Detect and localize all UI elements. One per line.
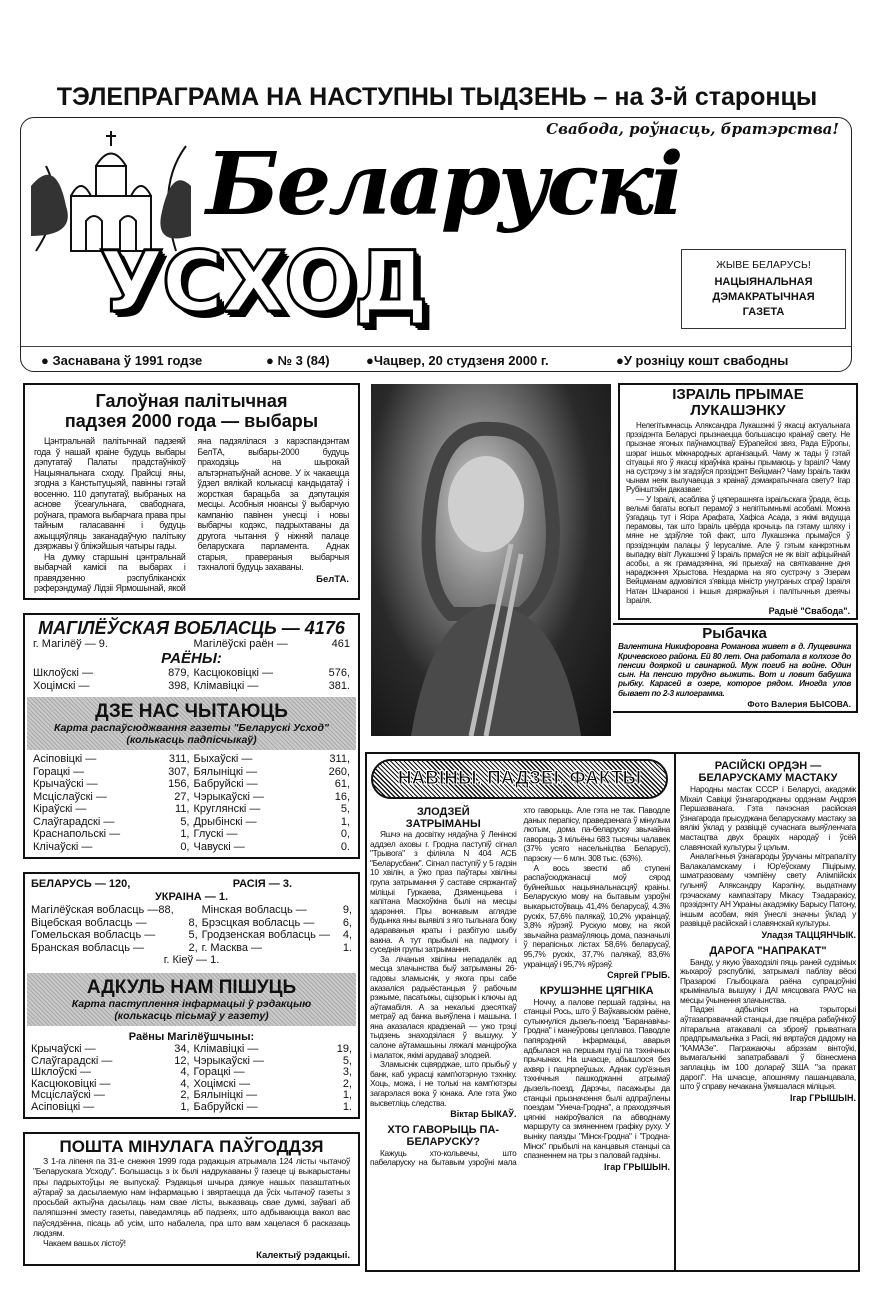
right-top-column [613,383,858,713]
place-label: Брэсцкая вобласць — [201,916,315,929]
news-section-title [371,759,668,799]
paragraph: Чакаем вашых лістоў! [43,1238,126,1249]
count-value: 5, [188,929,198,941]
count-value: 2, [180,1089,190,1101]
paragraph: — У Ізраілі, асабліва ў цяперашняга ізраільскага ўрада, ёсць вельмі багаты вопыт перамоў з нелігітымнымі асобамі. Можна ўзгадаць тут і Ясіра Арафата, Хафіса Асада, з якімі вядуцца перамовы, так што Ізраіль цвёрда крочыць па гэтаму шляху і мяне не здзіўляе той факт, што Лукашэнка прымаўся ў прэзідэнцкім палацы ў Іерусаліме. Але ў гэтым канкрэтным выпадку візіт Лукашэнкі ў Ізраіль прмаўся не як візіт афіцыйнай асобы, а як грамадзяніна, які прыехаў на святкаванне дня нараджэння Хрыстова. Нездарма на яго сустрэчу з Эзерам Вейцманам адмовіліся з'явіцца міністр унутраных спраў Ізраіля Натан Шчаранскі і іншыя дзяржаўныя і палітычныя дзеячы Ізраіля. [626,494,850,605]
count-value: 34, [174,1043,190,1055]
letters-banner [27,973,356,1026]
place-label: Віцебская вобласць — [31,916,147,929]
letters-districts-title: Раёны Магілёўшчыны: [128,1031,255,1043]
count-value: 398, [168,679,190,692]
place-label: Касцюковіцкі — [193,667,274,679]
districts-subtitle: РАЁНЫ: [161,650,222,667]
badge-main: НАЦЫЯНАЛЬНАЯ ДЭМАКРАТЫЧНАЯ ГАЗЕТА [712,276,815,318]
paragraph: Ноччу, а палове першай гадзіны, на станцыі Рось, што ў Ваўкавыскім раёне, сутыкнуліся дызель-поезд "Баранавічы-Гродна" і манеўровы цеплавоз. Паводле папярэдняй інфармацыі, аварыя адбылася на першым пуці па тэхнічных прычынах. На шчасце, абышлося без ахвяр і пацярпеўшых. Аднак сур'ёзныя тэхнічныя пашкоджанні атрымаў дызель-поезд. Дарэчы, пасажыры да станцыі прызначэння былі адпраўлены поездам "Унеча-Гродна", а праходзячыя цягнікі накіроўваліся па абводнаму маршруту са змяненнем графіку руху. У выніку паязды "Мінск-Гродна" і "Гродна-Мінск" прыбылі на канцавыя станцыі са спазненнем на тры з паловай гадзіны. [523,996,670,1161]
letters-table [31,904,352,954]
count-value: 0. [340,840,350,853]
count-value: 12, [174,1054,190,1067]
news-columns [370,806,670,1172]
article-title: КРУШЭННЕ ЦЯГНІКА [539,984,654,997]
place-label: Бабруйскі — [193,778,258,790]
place-label: Слаўгарадскі — [31,1054,113,1067]
article-title: РАСІЙСКІ ОРДЭН — БЕЛАРУСКАМУ МАСТАКУ [698,760,838,784]
count-value: 2, [342,1077,352,1090]
count-value: 156, [168,778,190,790]
paragraph: Аналагічныя ўзнагароды ўручаны мітрапаліту Валакаламскаму і Юр'еўскаму Піцірыму, шматразоваму чэмпіёну свету Алімпійскіх гульняў Аляксандру Карэліну, выдатнаму грэчаскаму кампазітару Мікасу Тэадаракісу, прэзідэнту АН Украіны акадэміку Барысу Патону, іншым асобам, якія ўнеслі значны ўклад у развіццё расійскай і славянскай культуры. [680,851,856,929]
paragraph: Кажуць хто-кольвечы, што пабеларуску на бытавым узроўні мала хто гаворыць. Але гэта не так. Паводле даных перапісу, праведзенага ў мінулым лютым, дома па-беларуску звычайна гавораць 3 мільёны 683 тысячы чалавек (37% усяго насельніцтва Беларусі), парэску — 6 млн. 308 тыс. (63%). [370,805,670,1168]
count-value [178,904,198,917]
info-founded-text: Заснавана ў 1991 годзе [52,353,203,368]
count-value: 0, [340,828,350,840]
signature: Калектыў рэдакцыі. [256,1249,350,1261]
place-label: Чэрыкаўскі — [193,1054,264,1067]
signature: Сяргей ГРЫБ. [607,970,670,981]
count-value: 27, [174,790,190,803]
letters-title: АДКУЛЬ НАМ ПІШУЦЬ [86,977,297,998]
region-title: МАГІЛЁЎСКАЯ ВОБЛАСЦЬ — 4176 [38,617,345,638]
count-value: 311, [168,753,190,765]
paragraph: Народны мастак СССР і Беларусі, акадэмік Міхаіл Савіцкі ўзнагароджаны ордэнам Андрэя Першазванага. Гэта пачэсная расійская ўзнагарода прысуджана беларускаму мастаку за вялікі ўклад у развіццё сучаснага выяўленчага мастацтва двух брацкіх народаў і ўсёй славянскай культуры ў цэлым. [680,784,856,852]
city-label: г. Магілёў — 9. [33,637,108,650]
letters-box [23,872,360,1119]
count-value: 260, [328,765,350,778]
article-body [34,436,349,594]
count-value: 9, [342,904,352,916]
signature: Радыё "Свабода". [768,606,850,617]
place-label: Гродзенская вобласць — [201,929,330,941]
signature: Ігар ГРЫШЫН. [789,1092,856,1103]
count-value: 1. [342,941,352,954]
left-column [23,383,360,1266]
place-label: Горацкі — [193,1066,245,1078]
count-value: 307, [168,765,190,778]
count-value: 311, [329,753,350,765]
place-label: Чэрыкаўскі — [193,790,264,803]
logo-title-uskhod: УСХОД [99,233,427,331]
place-label: Гомельская вобласць — [31,929,156,941]
caption-text: Валентина Никифоровна Романова живет в д. Лущевинка Кричевского района. Ей 80 лет. Она работала в колхозе до пенсии дояркой и свинаркой. Муж погиб на войне. Один сын. На пенсию трудно выжить. Вот и ловит бабушка рыбку. Карасей в озере, которое рядом. Иногда улов бывает по 2-3 килограмма. [618,642,851,698]
signature: Віктар БЫКАЎ. [450,1109,517,1120]
place-label: Хоцімскі — [33,679,90,692]
count-value: 61, [334,778,350,790]
count-value: 5, [342,1054,352,1067]
article-title: Галоўная палітычная падзея 2000 года — выбары [64,391,319,431]
logo-title-belaruski: Беларускі [206,134,681,235]
article-mail [23,1132,360,1266]
readers-subtitle: Карта распаўсюджвання газеты "Беларускі Усход" (колькасць падпісчыкаў) [54,722,329,746]
count-value: 6, [342,916,352,929]
place-label: Клімавіцкі — [193,679,259,692]
paragraph: За лічаныя хвіліны непадалёк ад месца злачынства быў затрыманы 26-гадовы зламыснік, у якога пры сабе аказаліся радыёстанцыя ў рабочым рэжыме, пасатыжы, сцізорык і ключы ад аўтамабіля. А за некалькі дзесяткаў метраў ад банка выяўлена і машына. І яна аказалася крадзенай — ужо трэці тыдзень знаходзілася ў вышуку. У салоне аўтамашыны ляжалі манціроўка і малаток, якімі арудаваў злодзей. [370,953,517,1060]
place-label: Чавускі — [193,840,245,853]
place-label: Асіповіцкі — [31,1100,95,1113]
readers-banner [27,697,356,750]
place-label: Асіповіцкі — [33,753,97,765]
place-label: Дрыбінскі — [193,815,257,828]
paragraph: Нелегітымнасць Аляксандра Лукашэнкі ў якасці актуальнага прэзідэнта Беларусі прызнаецца большасцю краінаў свету. Не прызнае ягоных паўнамоцтваў Еўрапейскі звяз, Рада Еўропы, шэраг іншых міжнародных арганізацый. Чаму ж тады ў гэтай сітуацыі яго ў якасці кіраўніка краіны прымаюць у Ізраілі? Чаму на сустрэчу з ім згадзіўся прэзідэнт Вейцман? Чаму Ізраіль такім чынам неяк вылучаецца з краінаў дэмакратычнага свету? Ігар Рубінштэйн даказвае: [626,421,850,495]
count-value: 0, [180,840,190,853]
info-issue: ● № 3 (84) [266,353,330,368]
count-value: 16, [334,790,350,803]
place-label: Горацкі — [33,765,85,778]
motto: Свабода, роўнасць, братэрства! [546,120,839,138]
place-label: Крычаўскі — [31,1043,96,1055]
news-right-column [680,760,856,1103]
count-value: 576, [328,667,350,679]
photo-credit: Фото Валерия БЫСОВА. [747,699,851,710]
article-title: ПОШТА МІНУЛАГА ПАЎГОДДЗЯ [59,1137,324,1156]
article-title: ХТО ГАВОРЫЦЬ ПА-БЕЛАРУСКУ? [387,1123,500,1148]
photo-caption [613,623,858,713]
place-label: Глускі — [193,828,238,840]
count-value: 3, [342,1066,352,1078]
count-value: 5, [180,815,190,828]
letters-belarus: БЕЛАРУСЬ — 120, [31,878,131,890]
paragraph: Зламыснік сцвярджае, што прыбыў у банк, каб украсці камп'ютэрную тэхніку. Хоць, можа, і не толькі на камп'ютэры загарэлася вока ў юнака. Але гэта ўжо высветліць следства. [370,1059,517,1108]
info-price-text: У розніцу кошт свабодны [623,353,789,368]
paragraph: Цэнтральнай палітычнай падзеяй года ў нашай краіне будуць выбары дэпутатаў Палаты прадстаўнікоў Нацыянальнага сходу. Прайсці яны, згодна з Канстытуцыяй, павінны гэтай восенню. 110 дэпутатаў, выбраных на аснове ўсеагульнага, свабоднага, роўнага, прамога выбарчага права пры тайным галасаванні і будуць ажыццяўляць заканадаўчую палітыку дзяржавы ў бліжэйшыя чатыры гады. [34,436,186,551]
place-label: г. Масква — [201,941,263,954]
paragraph: Падзеі адбыліся на тэрыторыі аўтазаправачнай станцыі, дзе пяцёра рабаўнікоў літаральна атакавалі са зброяў прыватнага прадпрымальніка з Расіі, які вяртаўся дадому на "КАМАЗе". Пагражаючы абрэзам вінтоўкі, вымагальнікі запатрабавалі ў бізнесмена заплаціць ім 100 долараў ЗША "за пракат дарогі". На шчасце, апошняму пашанцавала, што ў справу нечакана ўмяшалася міліцыя. [680,1004,856,1092]
letters-subtitle: Карта паступлення інфармацыі ў рэдакцыю (колькасць пісьмаў у газету) [71,998,312,1022]
letters-ukraine: УКРАІНА — 1. [154,891,229,903]
paragraph: Банду, у якую ўваходзілі пяць раней судзімых жыхароў рэспублікі, затрымалі паблізу вёскі Празарокі Глыбоцкага раёна супрацоўнікі крымінальга вышуку і ДАІ мясцовага РАУС на месцы ўчынення злачынства. [680,956,856,1005]
badge-box [681,249,846,329]
info-founded: ● Заснавана ў 1991 годзе [41,353,203,368]
count-value: 8, [188,916,198,929]
readers-title: ДЗЕ НАС ЧЫТАЮЦЬ [95,701,288,722]
place-label: Бялыніцкі — [193,765,258,778]
info-issue-text: № 3 (84) [277,353,330,368]
place-label: Клімавіцкі — [193,1043,259,1055]
readers-table [33,753,350,853]
paragraph: А вось звесткі аб ступені распаўсюджанасці моў сярод буйнейшых нацыянальнасцяў краіны. Беларускую мову на бытавым узроўні выкарыстоўваць 41,4% беларусаў, 4.3% рускіх, 57,6% палякаў, 10,2% украінцаў, 3,8% яўрэяў. Рускую мову, на якой звычайна размаўляюць дома, пазначылі ў перапісных лістах 58,6% беларусаў, 95,7% рускіх, 37,7% палякаў, 83,6% украінцаў і 95,7% яўрэяў. [523,862,670,969]
letters-russia: РАСІЯ — 3. [232,878,292,890]
place-label: Клічаўскі — [33,840,93,853]
count-value: 1, [340,815,350,828]
count-value: 4, [180,1077,190,1090]
letters-kiev: г. Кіеў — 1. [163,954,220,966]
place-label: Мсціслаўскі — [31,1089,105,1101]
article-title: ІЗРАІЛЬ ПРЫМАЕ ЛУКАШЭНКУ [672,386,804,419]
info-price: ●У розніцу кошт свабодны [616,353,789,368]
count-value: 1, [180,1100,190,1113]
place-label: Хоцімскі — [193,1077,250,1090]
place-label: Слаўгарадскі — [33,815,115,828]
top-headline: ТЭЛЕПРАГРАМА НА НАСТУПНЫ ТЫДЗЕНЬ – на 3-й старонцы [56,83,818,111]
district-label: Магілёўскі раён — [193,637,288,650]
count-value: 11, [175,803,190,815]
count-value: 381. [328,679,350,692]
info-date: ●Чацвер, 20 студзеня 2000 г. [366,353,549,368]
count-value: 1, [180,828,190,840]
place-label: Шклоўскі — [31,1066,91,1078]
count-value: 19, [336,1043,352,1055]
paragraph: На думку старшыні цэнтральнай выбарчай камісіі па выбарах і правядзенню рэспубліканскіх рэферэндумаў Лідзіі Ярмошынай, якой яна падзялілася з карэспандэнтам БелТА, выбары-2000 будуць праходзіць на шырокай альтэрнатыўнай аснове. У іх чакаецца ўдзел вялікай колькасці кандыдатаў і жорсткая барацьба за дэпутацкія месцы. Асобныя нюансы ў выбарчую кампанію павінен унесці і новы выбарчы кодэкс, падрыхтаваны да другога чытання ў ніжняй палаце беларускага парламента. Аднак старыя, правераныя выбарчыя тэхналогіі будуць захаваны. [34,436,349,593]
article-title: ЗЛОДЗЕЙ ЗАТРЫМАНЫ [405,806,481,830]
news-section-title-text: НАВІНЫ. ПАДЗЕІ. ФАКТЫ [397,768,642,789]
count-value: 4, [342,929,352,941]
subscribers-box [23,613,360,860]
count-value: 879, [168,667,190,679]
paragraph: Яшчэ на досвітку нядаўна ў Ленінскі аддзел аховы г. Гродна паступіў сігнал "Трывога" з філіяла N 404 АСБ "Беларусбанк". Сігнал паступіў у 5 гадзін 10 хвілін, а ўжо праз паўтары хвіліны група затрымання ў саставе сяржантаў міліцыі Гуркаева, Дзяменцьева і капітана Маскоўкіна былі на месцы здарэння. Пры вонкавым аглядзе будынка яны выявілі з яго тыльнага боку адараваныя краты і разбітую шыбу вакна. А тут прыбылі на падмогу і суседнія групы затрымання. [370,829,517,955]
signature: Ігар ГРЫШЫН. [603,1161,670,1172]
signature: Уладзя ТАЦЦЯНЧЫК. [761,929,856,940]
place-label: Бранская вобласць — [31,941,144,954]
place-label: Быхаўскі — [193,753,253,765]
letters-districts-table [31,1044,352,1113]
count-value: 1. [342,1100,352,1113]
masthead [20,117,852,372]
place-label: Мсціслаўскі — [33,790,107,803]
place-label: Магілёўская вобласць —88, [31,904,174,916]
article-title: ДАРОГА "НАПРАКАТ" [709,944,827,957]
place-label: Шклоўскі — [33,667,93,679]
info-date-text: Чацвер, 20 студзеня 2000 г. [373,353,549,368]
info-bar [21,346,851,368]
district-value: 461 [331,637,350,650]
count-value: 2, [188,941,198,954]
paragraph: З 1-га ліпеня па 31-е снежня 1999 года рэдакцыя атрымала 124 лісты чытачоў "Беларускага Усходу". Большасць з іх былі надрукаваны ў газеце ці выкарыстаны пры падрыхтоўцы яе выпускаў. Рэдакцыя шчыра дзякуе нашых пазаштатных аўтараў за дасылаемую нам інфармацыю і звяртаецца да ўсіх чытачоў газеты з просьбай актыўна дасылаць нам свае лісты, выказваць свае думкі, заўвагі аб паляпшэнні зместу газеты, паведамляць аб падзеях, што адбываюцца вакол вас паўсядзённа, пісаць аб усім, што набалела, пра што вам хацелася б расказаць людзям. [33,1156,350,1239]
badge-top: ЖЫВЕ БЕЛАРУСЬ! [716,259,811,271]
count-value: 4, [180,1066,190,1078]
place-label: Касцюковіцкі — [31,1077,111,1090]
place-label: Бялыніцкі — [193,1089,258,1101]
count-value: 1, [342,1089,352,1101]
place-label: Мінская вобласць — [201,904,307,916]
count-value: 5, [340,803,350,815]
photo-old-woman [371,384,611,736]
place-label: Краснапольскі — [33,828,121,840]
signature: БелТА. [316,573,349,585]
place-label: Бабруйскі — [193,1100,258,1113]
article-israel [618,383,858,620]
caption-title: Рыбачка [702,625,767,643]
districts-table [33,667,350,692]
article-elections [23,383,360,600]
place-label: Крычаўскі — [33,778,98,790]
place-label: Кіраўскі — [33,803,87,815]
column-divider [674,752,676,1272]
place-label: Круглянскі — [193,803,261,815]
